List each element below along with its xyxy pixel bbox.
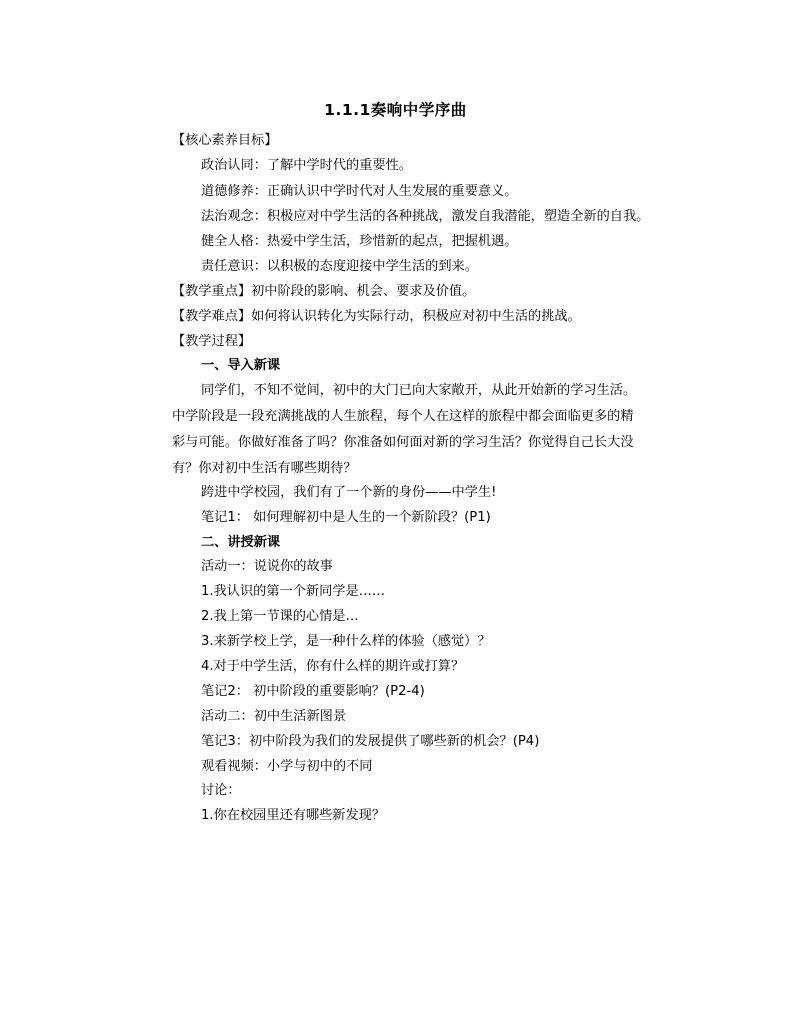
section-heading-intro: 一、导入新课 [201,358,281,373]
intro-paragraph-line: 同学们，不知不觉间，初中的大门已向大家敞开，从此开始新的学习生活。 [201,383,637,398]
goal-political: 政治认同：了解中学时代的重要性。 [201,158,412,173]
intro-new-identity: 跨进中学校园，我们有了一个新的身份——中学生! [201,485,497,500]
section-heading-teaching: 二、讲授新课 [201,535,281,550]
key-point: 【教学重点】初中阶段的影响、机会、要求及价值。 [172,284,476,299]
activity-1: 活动一：说说你的故事 [201,559,333,574]
goal-rule-of-law: 法治观念：积极应对中学生活的各种挑战，激发自我潜能，塑造全新的自我。 [201,209,650,224]
list-item: 4.对于中学生活，你有什么样的期许或打算？ [201,659,465,674]
goal-personality: 健全人格：热爱中学生活，珍惜新的起点，把握机遇。 [201,234,518,249]
note-1: 笔记1： 如何理解初中是人生的一个新阶段？(P1) [201,510,491,525]
discussion-label: 讨论： [201,783,241,798]
discussion-question: 1.你在校园里还有哪些新发现？ [201,808,386,823]
goal-responsibility: 责任意识：以积极的态度迎接中学生活的到来。 [201,259,478,274]
list-item: 3.来新学校上学，是一种什么样的体验（感觉）？ [201,634,491,649]
note-2: 笔记2： 初中阶段的重要影响？(P2-4) [201,684,425,699]
list-item: 2.我上第一节课的心情是… [201,609,359,624]
difficult-point: 【教学难点】如何将认识转化为实际行动，积极应对初中生活的挑战。 [172,309,581,324]
intro-paragraph-line: 有？你对初中生活有哪些期待？ [172,461,357,476]
intro-paragraph-line: 中学阶段是一段充满挑战的人生旅程，每个人在这样的旅程中都会面临更多的精 [172,409,634,424]
intro-paragraph-line: 彩与可能。你做好准备了吗？你准备如何面对新的学习生活？你觉得自己长大没 [172,435,634,450]
note-3: 笔记3：初中阶段为我们的发展提供了哪些新的机会？(P4) [201,734,540,749]
document-title: 1.1.1奏响中学序曲 [324,101,467,119]
core-goals-heading: 【核心素养目标】 [172,133,278,148]
list-item: 1.我认识的第一个新同学是…… [201,584,386,599]
process-heading: 【教学过程】 [172,334,252,349]
activity-2: 活动二：初中生活新图景 [201,709,347,724]
goal-moral: 道德修养：正确认识中学时代对人生发展的重要意义。 [201,184,518,199]
video-line: 观看视频：小学与初中的不同 [201,759,373,774]
